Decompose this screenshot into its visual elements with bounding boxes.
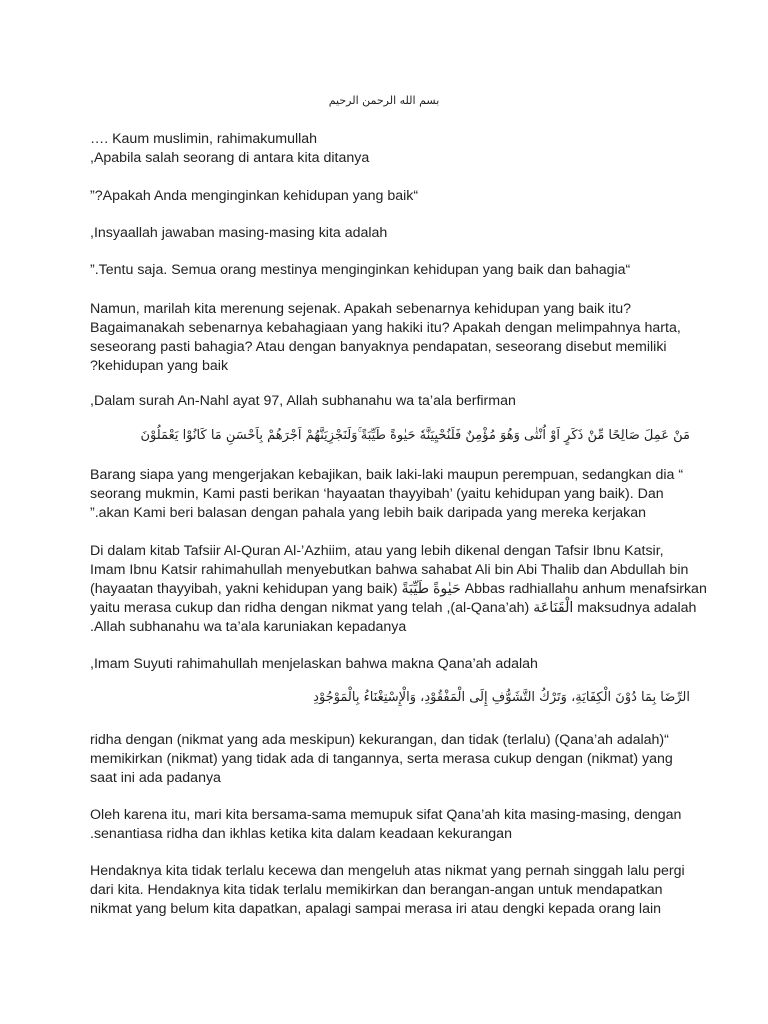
paragraph-reflection xyxy=(90,300,690,376)
paragraph-answer xyxy=(90,261,690,280)
text-line: ?kehidupan yang baik xyxy=(90,358,229,374)
text-line: ridha dengan (nikmat yang ada meskipun) kekurangan, dan tidak (terlalu) (Qana’ah adalah)“ xyxy=(90,732,669,748)
text-line: Oleh karena itu, mari kita bersama-sama memupuk sifat Qana’ah kita masing-masing, dengan xyxy=(90,807,682,823)
text-line: Hendaknya kita tidak terlalu kecewa dan mengeluh atas nikmat yang pernah singgah lalu pergi xyxy=(90,863,685,879)
text-line: Di dalam kitab Tafsiir Al-Quran Al-’Azhiim, atau yang lebih dikenal dengan Tafsir Ibnu Katsir, xyxy=(90,543,664,559)
text-line: ”.Tentu saja. Semua orang mestinya menginginkan kehidupan yang baik dan bahagia“ xyxy=(90,262,631,278)
text-line: ,Imam Suyuti rahimahullah menjelaskan bahwa makna Qana’ah adalah xyxy=(90,656,538,672)
text-line: .senantiasa ridha dan ikhlas ketika kita dalam keadaan kekurangan xyxy=(90,826,512,842)
text-line: seseorang pasti bahagia? Atau dengan banyaknya pendapatan, seseorang disebut memiliki xyxy=(90,339,667,355)
text-line: ”?Apakah Anda menginginkan kehidupan yang baik“ xyxy=(90,188,419,204)
paragraph-exhortation xyxy=(90,806,690,844)
text-line: seorang mukmin, Kami pasti berikan ‘hayaatan thayyibah’ (yaitu kehidupan yang baik). Dan xyxy=(90,486,664,502)
text-line: memikirkan (nikmat) yang tidak ada di tangannya, serta merasa cukup dengan (nikmat) yang xyxy=(90,751,673,767)
text-line: Imam Ibnu Katsir rahimahullah menyebutkan bahwa sahabat Ali bin Abi Thalib dan Abdullah bin xyxy=(90,562,689,578)
paragraph-answer-intro xyxy=(90,224,690,243)
text-line: ”.akan Kami beri balasan dengan pahala yang lebih baik daripada yang mereka kerjakan xyxy=(90,505,647,521)
paragraph-surah-intro xyxy=(90,392,690,411)
text-line: Namun, marilah kita merenung sejenak. Apakah sebenarnya kehidupan yang baik itu? xyxy=(90,301,632,317)
paragraph-qanaah-translation xyxy=(90,731,690,788)
text-line: ,Apabila salah seorang di antara kita ditanya xyxy=(90,150,370,166)
quran-verse-an-nahl-97: مَنْ عَمِلَ صَالِحًا مِّنْ ذَكَرٍ اَوْ اُنْثٰى وَهُوَ مُؤْمِنٌ فَلَنُحْيِيَنَّهٗ حَيٰوةً طَيِّبَةً ۚوَلَنَجْزِيَنَّهُمْ اَجْرَهُمْ بِاَحْسَنِ مَا كَانُوْا يَعْمَلُوْنَ xyxy=(140,428,690,443)
text-line: (hayaatan thayyibah, yakni kehidupan yang baik) حَيٰوةً طَيِّبَةً Abbas radhiallahu anhum menafsirkan xyxy=(90,581,707,597)
text-line: .Allah subhanahu wa ta’ala karuniakan kepadanya xyxy=(90,619,407,635)
paragraph-tafsir xyxy=(90,542,707,637)
text-line: nikmat yang belum kita dapatkan, apalagi sampai merasa iri atau dengki kepada orang lain xyxy=(90,901,661,917)
text-line: dari kita. Hendaknya kita tidak terlalu memikirkan dan berangan-angan untuk mendapatkan xyxy=(90,882,663,898)
text-line: Bagaimanakah sebenarnya kebahagiaan yang hakiki itu? Apakah dengan melimpahnya harta, xyxy=(90,320,681,336)
text-line: yaitu merasa cukup dan ridha dengan nikmat yang telah ,(al-Qana’ah) الْقَنَاعَة maksudnya adalah xyxy=(90,600,697,616)
paragraph-verse-translation xyxy=(90,466,690,523)
paragraph-suyuti-intro xyxy=(90,655,690,674)
text-line: ,Dalam surah An-Nahl ayat 97, Allah subhanahu wa ta’ala berfirman xyxy=(90,393,516,409)
text-line: saat ini ada padanya xyxy=(90,770,221,786)
arabic-qanaah-definition: الرِّضَا بِمَا دُوْنَ الْكِفَايَةِ، وَتَرْكُ التَّشَوُّفِ إِلَى الْمَفْقُوْدِ، وَالْإِسْتِغْنَاءُ بِالْمَوْجُوْدِ xyxy=(313,690,690,705)
text-line: Barang siapa yang mengerjakan kebajikan, baik laki-laki maupun perempuan, sedangkan dia “ xyxy=(90,467,684,483)
paragraph-question xyxy=(90,187,690,206)
paragraph-opening xyxy=(90,130,690,168)
text-line: …. Kaum muslimin, rahimakumullah xyxy=(90,131,318,147)
paragraph-closing xyxy=(90,862,690,919)
text-line: ,Insyaallah jawaban masing-masing kita adalah xyxy=(90,225,388,241)
bismillah-heading: بسم الله الرحمن الرحيم xyxy=(328,94,440,107)
